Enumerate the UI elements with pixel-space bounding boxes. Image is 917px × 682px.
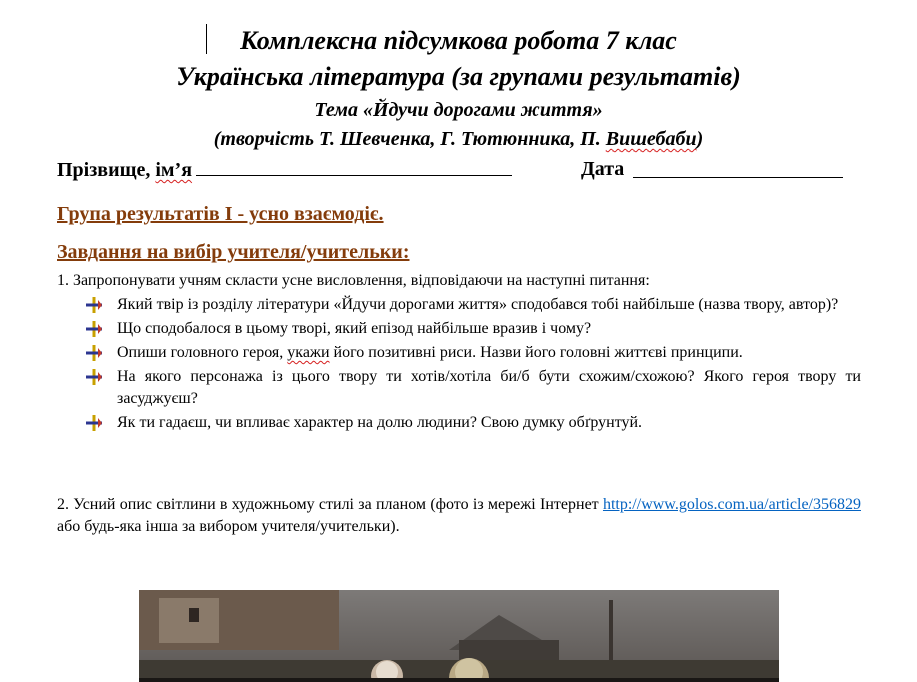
arrow-bullet-icon [86, 345, 102, 361]
question-text: Який твір із розділу літератури «Йдучи дорогами життя» сподобався тобі найбільше (назва твору, автор)? [117, 296, 839, 313]
list-item [86, 412, 861, 434]
title-line-1: Комплексна підсумкова робота 7 клас [240, 26, 677, 55]
title-line-2: Українська література (за групами результатів) [176, 62, 741, 91]
photo-source-link[interactable]: http://www.golos.com.ua/article/356829 [602, 496, 861, 513]
question-text-pre: Опиши головного героя, [117, 344, 288, 361]
task-2-prefix: 2. Усний опис світлини в художньому стилі за планом (фото із мережі Інтернет [57, 496, 603, 513]
authors-prefix: (творчість Т. Шевченка, Г. Тютюнника, П. [213, 128, 606, 150]
question-text: Що сподобалося в цьому творі, який епізод найбільше вразив і чому? [117, 320, 592, 337]
list-item [86, 294, 861, 316]
name-label-word: ім’я [155, 159, 193, 181]
list-item [86, 342, 861, 364]
name-label-prefix: Прізвище, [57, 159, 156, 181]
question-text: На якого персонажа із цього твору ти хотів/хотіла би/б бути схожим/схожою? Якого героя твору ти засуджуєш? [117, 368, 861, 407]
task-heading: Завдання на вибір учителя/учительки: [57, 241, 410, 263]
arrow-bullet-icon [86, 321, 102, 337]
question-text-post: його позитивні риси. Назви його головні життєві принципи. [329, 344, 743, 361]
arrow-bullet-icon [86, 297, 102, 313]
authors-suffix: ) [696, 128, 704, 150]
photo-illustration [139, 590, 779, 682]
list-item [86, 366, 861, 410]
questions-list [86, 294, 861, 436]
arrow-bullet-icon [86, 415, 102, 431]
name-field-row [57, 155, 512, 184]
task-2-paragraph [57, 494, 861, 538]
authors-line [0, 125, 917, 153]
question-word-misspelled: укажи [287, 344, 330, 361]
date-label: Дата [581, 158, 625, 180]
task-2-suffix: або будь-яка інша за вибором учителя/учительки). [57, 518, 400, 535]
name-blank-line[interactable] [196, 155, 512, 176]
arrow-bullet-icon [86, 369, 102, 385]
task-1-intro: 1. Запропонувати учням скласти усне висловлення, відповідаючи на наступні питання: [57, 272, 650, 289]
authors-name-misspelled: Вишебаби [605, 128, 697, 150]
war-photo-image [139, 590, 779, 682]
date-blank-line[interactable] [633, 177, 843, 178]
question-text: Як ти гадаєш, чи впливає характер на долю людини? Свою думку обґрунтуй. [117, 414, 643, 431]
list-item [86, 318, 861, 340]
topic-line: Тема «Йдучи дорогами життя» [314, 99, 603, 121]
group-heading: Група результатів І - усно взаємодіє. [57, 203, 384, 225]
